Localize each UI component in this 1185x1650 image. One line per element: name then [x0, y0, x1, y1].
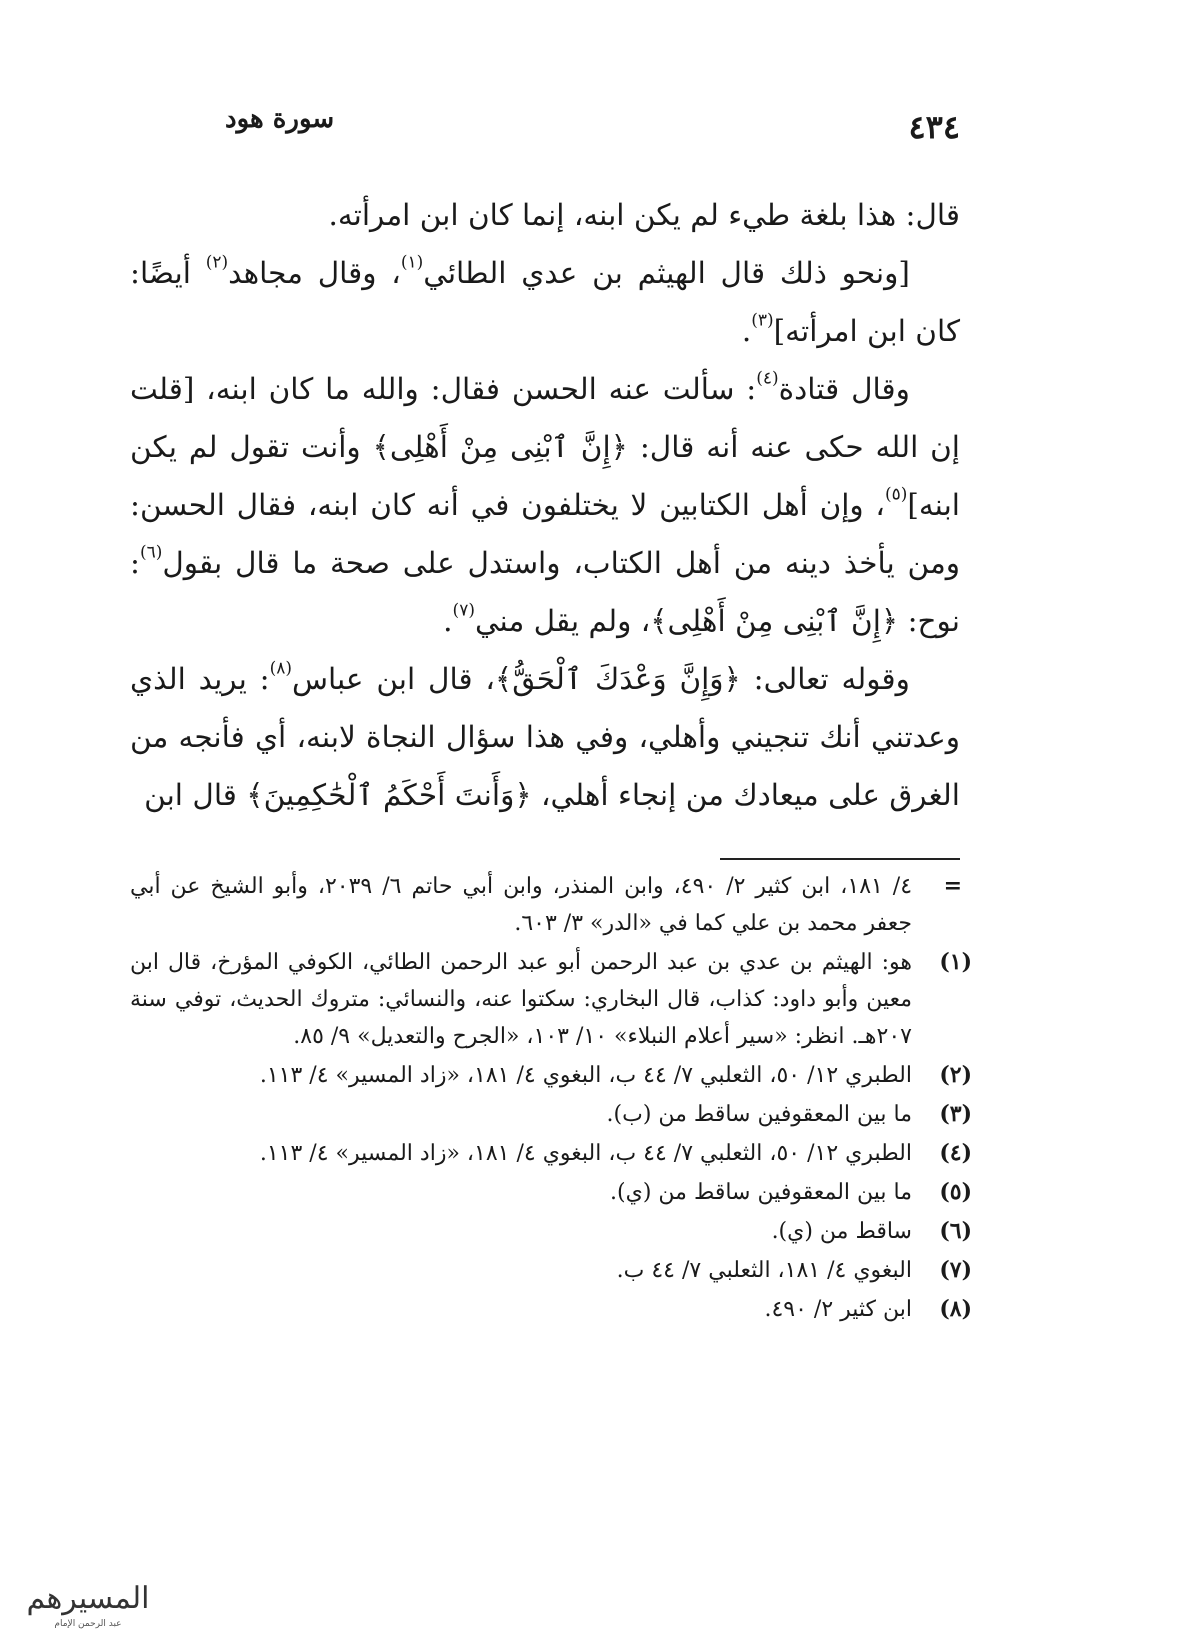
- footnote-number: (٨): [939, 1296, 972, 1322]
- text-segment: [ونحو ذلك قال الهيثم بن عدي الطائي: [423, 256, 910, 290]
- footnote-text: الطبري ١٢/ ٥٠، الثعلبي ٧/ ٤٤ ب، البغوي ٤/ ١٨١، «زاد المسير» ٤/ ١١٣.: [259, 1141, 912, 1166]
- footnote-8: [130, 1291, 972, 1328]
- footnote-3: [130, 1096, 972, 1133]
- publisher-logo: [18, 1572, 158, 1630]
- footnote-number: (١): [939, 949, 972, 975]
- footnote-number: (٢): [939, 1062, 972, 1088]
- footnotes: [130, 868, 972, 1330]
- text-segment: : يريد الذي وعدتني أنك تنجيني وأهلي، وفي هذا سؤال النجاة لابنه، أي فأنجه من الغرق على ميعادك من إنجاء أهلي،: [130, 662, 960, 812]
- page-header: [225, 100, 960, 150]
- footnote-ref-5: (٥): [884, 484, 908, 505]
- text-segment: .: [741, 314, 752, 348]
- surah-title: سورة هود: [225, 104, 335, 134]
- paragraph-1: قال: هذا بلغة طيء لم يكن ابنه، إنما كان ابن امرأته.: [328, 198, 960, 232]
- text-segment: ، قال ابن عباس: [291, 662, 495, 696]
- paragraph-4: [130, 650, 960, 824]
- footnote-6: [130, 1213, 972, 1250]
- text-segment: وقوله تعالى:: [740, 662, 910, 696]
- footnote-ref-6: (٦): [139, 542, 163, 563]
- footnote-ref-7: (٧): [452, 600, 475, 621]
- footnote-7: [130, 1252, 972, 1289]
- logo-text: المسيرهم: [26, 1581, 150, 1616]
- footnote-number: (٥): [939, 1179, 972, 1205]
- logo-subtext: عبد الرحمن الإمام: [54, 1619, 122, 1629]
- footnote-number: (٤): [939, 1140, 972, 1166]
- quran-quote: ﴿إِنَّ ٱبْنِى مِنْ أَهْلِى﴾: [650, 604, 899, 638]
- text-segment: وقال قتادة: [778, 372, 910, 406]
- footnote-number: =: [943, 873, 962, 899]
- paragraph-3: [130, 360, 960, 650]
- text-segment: أيضًا: كان ابن امرأته]: [130, 256, 960, 348]
- footnote-text: هو: الهيثم بن عدي بن عبد الرحمن أبو عبد الرحمن الطائي، الكوفي المؤرخ، قال ابن معين وأبو داود: كذاب، قال البخاري: سكتوا عنه، والنسائي: متروك الحديث، توفي سنة ٢٠٧هـ. انظر: «سير أعلام النبلاء» ١٠/ ١٠٣، «الجرح والتعديل» ٩/ ٨٥.: [130, 950, 912, 1049]
- footnote-number: (٣): [939, 1101, 972, 1127]
- footnote-number: (٧): [939, 1257, 972, 1283]
- text-segment: ، وإن أهل الكتابين لا يختلفون في أنه كان ابنه، فقال الحسن: ومن يأخذ دينه من أهل الكتاب، واستدل على صحة ما قال بقول: [130, 488, 960, 580]
- footnote-text: ٤/ ١٨١، ابن كثير ٢/ ٤٩٠، وابن المنذر، وابن أبي حاتم ٦/ ٢٠٣٩، وأبو الشيخ عن أبي جعفر محمد بن علي كما في «الدر» ٣/ ٦٠٣.: [130, 874, 913, 936]
- text-segment: .: [443, 604, 453, 638]
- footnote-number: (٦): [939, 1218, 972, 1244]
- text-segment: ، ولم يقل مني: [474, 604, 651, 638]
- footnote-text: البغوي ٤/ ١٨١، الثعلبي ٧/ ٤٤ ب.: [616, 1258, 912, 1283]
- footnote-5: [130, 1174, 972, 1211]
- footnote-ref-3: (٣): [751, 310, 774, 331]
- footnote-text: ما بين المعقوفين ساقط من (ي).: [610, 1180, 912, 1205]
- footnote-ref-8: (٨): [269, 658, 292, 679]
- footnote-ref-2: (٢): [205, 252, 229, 273]
- text-segment: : نوح:: [130, 546, 960, 638]
- text-segment: : سألت عنه الحسن فقال: والله ما كان ابنه، [قلت إن الله حكى عنه أنه قال:: [130, 372, 961, 464]
- quran-quote: ﴿وَأَنتَ أَحْكَمُ ٱلْحَٰكِمِينَ﴾: [246, 778, 532, 812]
- quran-quote: ﴿وَإِنَّ وَعْدَكَ ٱلْحَقُّ﴾: [494, 662, 741, 696]
- footnote-text: ابن كثير ٢/ ٤٩٠.: [764, 1297, 912, 1322]
- main-text: [130, 186, 960, 824]
- text-segment: قال ابن: [144, 778, 247, 812]
- footnote-text: الطبري ١٢/ ٥٠، الثعلبي ٧/ ٤٤ ب، البغوي ٤/ ١٨١، «زاد المسير» ٤/ ١١٣.: [259, 1063, 912, 1088]
- footnote-4: [130, 1135, 972, 1172]
- footnote-2: [130, 1057, 972, 1094]
- page-number: ٤٣٤: [908, 108, 960, 146]
- text-segment: ، وقال مجاهد: [228, 256, 401, 290]
- footnote-continuation: [130, 868, 960, 942]
- footnote-text: ما بين المعقوفين ساقط من (ب).: [606, 1102, 912, 1127]
- quran-quote: ﴿إِنَّ ٱبْنِى مِنْ أَهْلِى﴾: [372, 430, 628, 464]
- footnote-ref-4: (٤): [756, 368, 779, 389]
- footnote-text: ساقط من (ي).: [771, 1219, 912, 1244]
- text-segment: وأنت تقول لم يكن ابنه]: [130, 430, 960, 522]
- footnote-separator: [720, 858, 960, 860]
- paragraph-2: [130, 244, 960, 360]
- footnote-1: [130, 944, 972, 1055]
- footnote-ref-1: (١): [400, 252, 424, 273]
